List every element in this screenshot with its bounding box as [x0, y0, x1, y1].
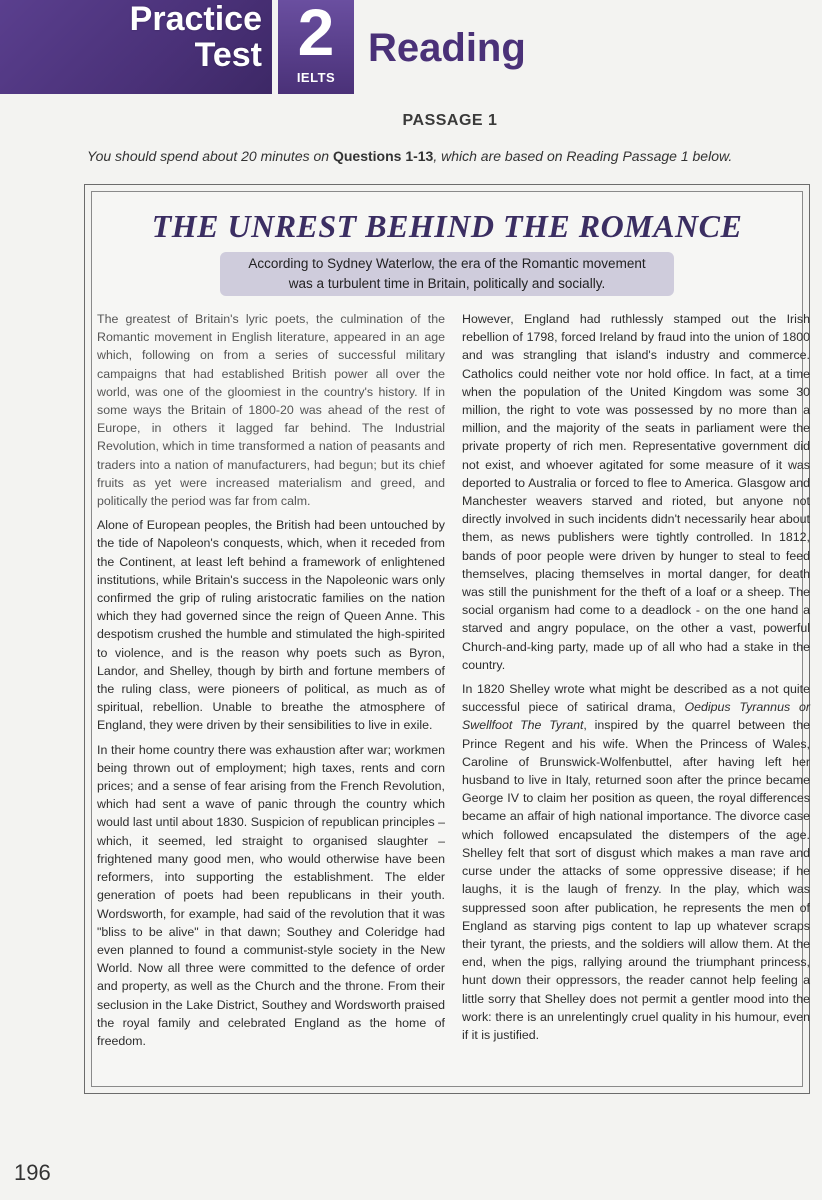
page-number: 196 [14, 1160, 51, 1185]
practice-label: Practice [129, 0, 262, 38]
ielts-tag: IELTS [296, 70, 336, 85]
test-number: 2 [297, 0, 335, 69]
right-column [462, 310, 810, 1050]
passage-frame [84, 184, 810, 1094]
paragraph-part: In 1820 Shelley wrote what might be described as a not quite successful piece of satirical drama, [462, 682, 810, 715]
subtitle-line-2: was a turbulent time in Britain, politically and socially. [288, 276, 606, 291]
instruction-questions: Questions 1-13 [332, 148, 434, 164]
section-title: Reading [368, 26, 526, 70]
test-label: Test [194, 36, 262, 74]
play-title: Oedipus Tyrannus or Swellfoot The Tyrant [462, 700, 810, 733]
test-number-badge [278, 0, 354, 94]
article-title: THE UNREST BEHIND THE ROMANCE [151, 208, 743, 244]
passage-label: PASSAGE 1 [402, 112, 498, 129]
practice-test-banner [0, 0, 272, 94]
instruction-after: , which are based on Reading Passage 1 below. [433, 148, 733, 164]
paragraph: However, England had ruthlessly stamped out the Irish rebellion of 1798, forced Ireland by fraud into the union of 1800 and was strangling that island's industry and commerce. Catholics could neither vote nor hold office. In fact, at a time when the population of the United Kingdom was some 30 million, the right to vote was possessed by no more than a million, and the majority of the seats in parliament were the private property of rich men. Representative government did not exist, and whoever agitated for some measure of it was deported to Australia or forced to flee to America. Glasgow and Manchester weavers starved and rioted, but anyone not directly involved in such incidents didn't necessarily hear about them, as news publishers were tightly controlled. In 1812, bands of poor people were driven by hunger to steal to feed themselves, placing themselves in mortal danger, for death was still the punishment for the theft of a loaf or a sheep. The social organism had come to a deadlock - on the one hand a starved and angry populace, on the other a vast, powerful Church-and-king party, made up of all who had a stake in the country. [462, 312, 810, 672]
left-column [97, 310, 445, 1056]
passage-inner-frame [91, 191, 810, 1087]
paragraph: Alone of European peoples, the British had been untouched by the tide of Napoleon's conquests, which, when it receded from the Continent, at least left behind a framework of enlightened institutions, while Britain's success in the Napoleonic wars only confirmed the grip of ruling aristocratic families on the nation which they had governed since the reign of Queen Anne. This despotism crushed the humble and stimulated the high-spirited to violence, and is the reason why poets such as Byron, Landor, and Shelley, though by birth and fortune members of the ruling class, were pioneers of political, as much as of spiritual, rebellion. Unable to breathe the atmosphere of England, they were driven by their sensibilities to live in exile. [97, 518, 445, 733]
article-subtitle [220, 252, 674, 296]
paragraph: The greatest of Britain's lyric poets, the culmination of the Romantic movement in English literature, appeared in an age which, following on from a series of successful military campaigns that had established British power all over the world, was one of the gloomiest in the country's history. If in some ways the Britain of 1800-20 was ahead of the rest of Europe, in others it lagged far behind. The Industrial Revolution, which in time transformed a nation of peasants and traders into a nation of manufacturers, had begun; but its chief fruits as yet were increased materialism and greed, and politically the period was far from calm. [97, 312, 445, 509]
instruction-text [87, 148, 787, 164]
instruction-before: You should spend about 20 minutes on [87, 148, 333, 164]
subtitle-line-1: According to Sydney Waterlow, the era of the Romantic movement [248, 256, 646, 271]
paragraph: In their home country there was exhaustion after war; workmen being thrown out of employment; high taxes, rents and corn prices; and a sense of fear arising from the French Revolution, which had sent a wave of panic through the country which would last until about 1830. Suspicion of republican principles – which, it seemed, led straight to organised slaughter – frightened many good men, who would otherwise have been reformers, into supporting the establishment. The elder generation of poets had been republicans in their youth. Wordsworth, for example, had said of the revolution that it was "bliss to be alive" in that dawn; Southey and Coleridge had even planned to found a communist-style society in the New World. Now all three were committed to the defence of order and property, as well as the Church and the throne. From their seclusion in the Lake District, Southey and Wordsworth praised the royal family and celebrated England as the home of freedom. [97, 742, 445, 1048]
paragraph [462, 680, 810, 1044]
paragraph-part: , inspired by the quarrel between the Prince Regent and his wife. When the Princess of Wales, Caroline of Brunswick-Wolfenbuttel, after having left her husband to live in Italy, returned soon after the prince became George IV to claim her position as queen, the royal differences became an affair of high national importance. The divorce case which followed encapsulated the distempers of the age. Shelley felt that sort of disgust which makes a man rave and curse under the attacks of some oppressive disease; if he laughs, it is the laugh of frenzy. In the play, which was suppressed soon after publication, he represents the men of England as starving pigs content to lap up whatever scraps their tyrant, the priests, and the soldiers will allow them. At the end, when the pigs, rallying around the triumphant princess, hunt down their oppressors, the reader cannot help feeling a little sorry that Shelley does not permit a gentler mood into the work: there is an unrelentingly cruel quality in his humour, even if it is justified. [462, 718, 810, 1042]
